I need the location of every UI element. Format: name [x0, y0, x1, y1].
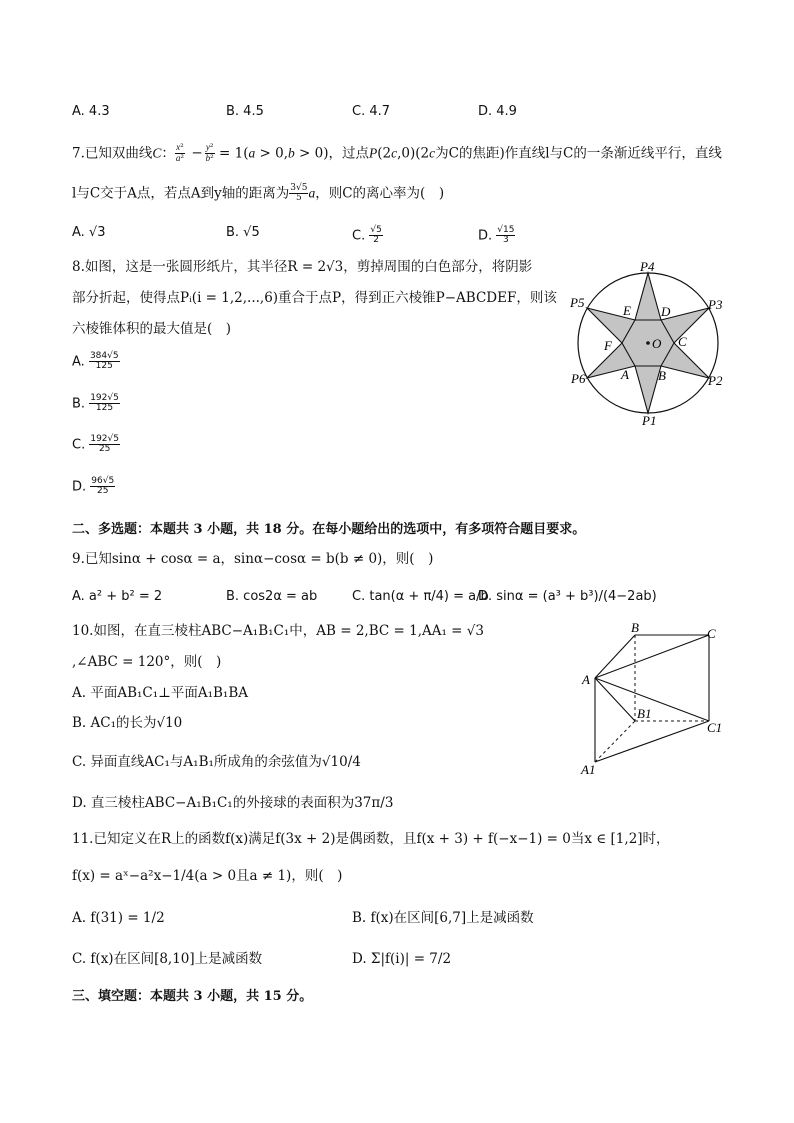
section2-heading: 二、多选题：本题共 3 小题，共 18 分。在每小题给出的选项中，有多项符合题目要求。 — [72, 522, 586, 537]
label-f: F — [604, 338, 612, 353]
label-p3: P3 — [708, 297, 723, 312]
q11-stem-line1: 11.已知定义在R上的函数f(x)满足f(3x + 2)是偶函数，且f(x + 3) + f(−x−1) = 0当x ∈ [1,2]时， — [72, 831, 670, 847]
q9-option-d: D. sinα = (a³ + b³)/(4−2ab) — [478, 589, 657, 604]
q9-stem: 9.已知sinα + cosα = a，sinα−cosα = b(b ≠ 0)，则( ) — [72, 551, 434, 567]
q8-option-d: D. $\frac{96√5}{25}$ — [72, 476, 115, 497]
label-p2: P2 — [708, 373, 723, 388]
q7-option-d: D. $\frac{√15}{3}$ — [478, 225, 515, 246]
q7-option-b: B. √5 — [226, 225, 260, 240]
label-b: B — [631, 620, 639, 635]
q8-stem-line2: 部分折起，使得点Pᵢ(i = 1,2,...,6)重合于点P，得到正六棱锥P−ABCDEF，则该 — [72, 290, 557, 306]
label-b1: B1 — [637, 706, 652, 721]
section3-heading: 三、填空题：本题共 3 小题，共 15 分。 — [72, 989, 313, 1004]
q7-option-c: C. $\frac{√5}{2}$ — [352, 225, 382, 246]
q11-option-a: A. f(31) = 1/2 — [72, 910, 165, 926]
label-d: D — [661, 304, 671, 319]
label-b: B — [658, 368, 666, 383]
label-c1: C1 — [707, 720, 723, 735]
label-o: O — [652, 336, 662, 351]
q6-option-b: B. 4.5 — [226, 104, 264, 119]
q7-stem-line2: l与C交于A点，若点A到y轴的距离为 $\frac{3√5}{5}$ a，则C的离心率为( ) — [72, 183, 445, 204]
q9-option-b: B. cos2α = ab — [226, 589, 318, 604]
q11-option-c: C. f(x)在区间[8,10]上是减函数 — [72, 951, 263, 967]
q6-option-d: D. 4.9 — [478, 104, 517, 119]
q10-prism-figure — [575, 620, 735, 780]
q10-stem-line1: 10.如图，在直三棱柱ABC−A₁B₁C₁中，AB = 2,BC = 1,AA₁ = √3 — [72, 623, 484, 639]
q10-option-d: D. 直三棱柱ABC−A₁B₁C₁的外接球的表面积为37π/3 — [72, 795, 394, 811]
q7-option-a: A. √3 — [72, 225, 106, 240]
q9-option-c: C. tan(α + π/4) = a/b — [352, 589, 489, 604]
label-p5: P5 — [570, 295, 585, 310]
label-p1: P1 — [642, 413, 657, 428]
label-c: C — [678, 334, 687, 349]
label-a: A — [621, 367, 629, 382]
q6-option-c: C. 4.7 — [352, 104, 391, 119]
q11-option-d: D. Σ|f(i)| = 7/2 — [352, 951, 452, 967]
q11-stem-line2: f(x) = aˣ−a²x−1/4(a > 0且a ≠ 1)，则( ) — [72, 868, 343, 884]
q8-stem-line1: 8.如图，这是一张圆形纸片，其半径R = 2√3，剪掉周围的白色部分，将阴影 — [72, 259, 533, 275]
q8-stem-line3: 六棱锥体积的最大值是( ) — [72, 321, 232, 337]
label-a1: A1 — [581, 762, 596, 777]
q10-option-b: B. AC₁的长为√10 — [72, 715, 183, 731]
q10-option-c: C. 异面直线AC₁与A₁B₁所成角的余弦值为√10/4 — [72, 754, 361, 770]
q6-option-a: A. 4.3 — [72, 104, 110, 119]
label-p6: P6 — [571, 371, 586, 386]
q8-option-c: C. $\frac{192√5}{25}$ — [72, 434, 119, 455]
q9-option-a: A. a² + b² = 2 — [72, 589, 163, 604]
q10-option-a: A. 平面AB₁C₁⊥平面A₁B₁BA — [72, 685, 249, 701]
q8-circle-figure — [560, 255, 730, 430]
q11-option-b: B. f(x)在区间[6,7]上是减函数 — [352, 910, 534, 926]
q8-option-b: B. $\frac{192√5}{125}$ — [72, 393, 119, 414]
q7-stem-line1: 7.已知双曲线C： $\frac{\text{x²}}{\text{a²}}$ − $\frac{\text{y²}}{\text{b²}}$ = 1(a > 0,b > 0)，过点P(2c,0)(2c为C的焦距)作直线l与C的一条渐近线平行，直线 — [72, 142, 722, 165]
label-c: C — [707, 626, 716, 641]
q8-option-a: A. $\frac{384√5}{125}$ — [72, 351, 119, 372]
center-point — [646, 341, 650, 345]
q10-stem-line2: ,∠ABC = 120°，则( ) — [72, 654, 222, 670]
label-a: A — [582, 672, 590, 687]
label-e: E — [623, 303, 631, 318]
label-p4: P4 — [640, 259, 655, 274]
